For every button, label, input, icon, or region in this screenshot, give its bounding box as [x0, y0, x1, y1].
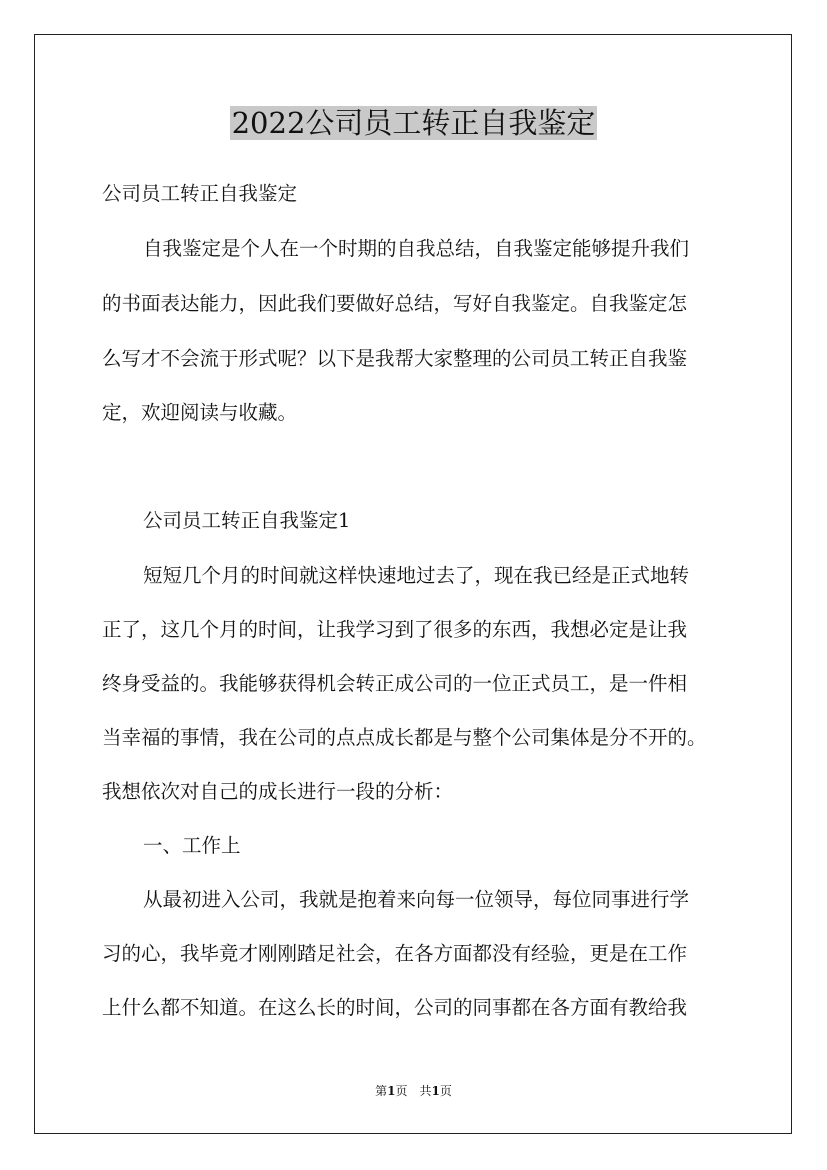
body-line-10: 从最初进入公司，我就是抱着来向每一位领导，每位同事进行学	[143, 888, 690, 911]
page-mid: 页 共	[395, 1084, 432, 1098]
body-line-5: 短短几个月的时间就这样快速地过去了，现在我已经是正式地转	[143, 564, 690, 587]
document-title	[0, 100, 827, 146]
body-line-6: 正了，这几个月的时间，让我学习到了很多的东西，我想必定是让我	[102, 618, 688, 641]
body-line-2: 的书面表达能力，因此我们要做好总结，写好自我鉴定。自我鉴定怎	[102, 292, 688, 315]
page-suffix: 页	[439, 1084, 452, 1098]
body-line-8: 当幸福的事情，我在公司的点点成长都是与整个公司集体是分不开的。	[102, 726, 707, 749]
body-line-1: 自我鉴定是个人在一个时期的自我总结，自我鉴定能够提升我们	[143, 237, 690, 260]
body-line-3: 么写才不会流于形式呢？以下是我帮大家整理的公司员工转正自我鉴	[102, 347, 688, 370]
document-title-text: 2022公司员工转正自我鉴定	[231, 106, 596, 140]
body-line-11: 习的心，我毕竟才刚刚踏足社会，在各方面都没有经验，更是在工作	[102, 942, 688, 965]
section-heading-1: 公司员工转正自我鉴定1	[143, 509, 351, 532]
page-prefix: 第	[375, 1084, 388, 1098]
body-line-12: 上什么都不知道。在这么长的时间，公司的同事都在各方面有教给我	[102, 996, 688, 1019]
document-subtitle: 公司员工转正自我鉴定	[102, 182, 298, 205]
body-line-4: 定，欢迎阅读与收藏。	[102, 401, 298, 424]
body-line-7: 终身受益的。我能够获得机会转正成公司的一位正式员工，是一件相	[102, 672, 688, 695]
total-pages-number: 1	[431, 1084, 440, 1098]
current-page-number: 1	[387, 1084, 396, 1098]
body-line-9: 我想依次对自己的成长进行一段的分析：	[102, 780, 454, 803]
page-footer	[0, 1082, 827, 1100]
subsection-heading-work: 一、工作上	[143, 834, 241, 857]
